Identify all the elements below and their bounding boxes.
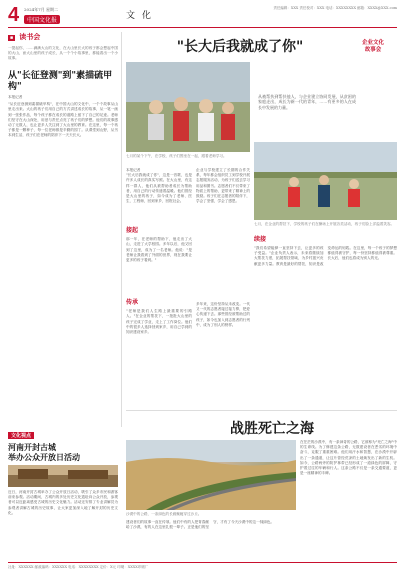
bottom-left-article: [8, 432, 118, 550]
desert-photo: [126, 440, 296, 510]
column-intro: 一提起你，……满满大山的文化，在大山里长大的孩子都会想起中国的大山，而大山里的孩子成长，从一个个小故事里，都能看出一个小故事。: [8, 46, 118, 61]
subhead-2: 传承: [126, 299, 139, 307]
badge-line-2: 故事会: [364, 47, 382, 53]
bottom-tag: [8, 432, 118, 439]
desert-body-2: 建设者们的故事一直在传颂。他们中有的人把青春献给了沙漠，有的人在这里扎根一辈子。正是他们的坚守，才有了今天沙漠中的这一抹绿色。: [126, 520, 275, 530]
bottom-body: 近日，河南开封古城举办了公众开放日活动，吸引了众多市民和游客前来参观。活动期间，古城内的多处历史文化遗址向公众开放，参观者可以近距离感受古城的历史文化魅力。活动还安排了专业讲解员为参观者讲解古城的历史故事，让大家更加深入地了解开封的历史文化。: [8, 490, 118, 515]
feature-body-3: "我们希望能够一直坚持下去，让更多的孩子受益。"企业负责人表示，未来将继续加大帮扶力度，拓展帮扶领域，为乡村振兴贡献更多力量。教育是最好的帮扶，知识是改变命运的钥匙。在这里，每一个孩子的梦想都值得被守护，每一份坚持都值得被尊重。长大后，他们也将成为别人的光。: [254, 246, 397, 266]
masthead-info: 责任编辑：XXX 责任校对：XXX 电话：XXXXXXXX 邮箱：XXXX@XXX.com: [273, 6, 397, 10]
desert-photo-caption: 沙漠中的公路，一条绿色的长廊蜿蜒穿过沙丘。: [126, 512, 202, 516]
desert-headline: 战胜死亡之海: [230, 421, 314, 437]
page-number: 4: [8, 4, 20, 26]
bottom-photo: [8, 465, 118, 487]
right-photo: [254, 142, 397, 220]
feature-byline: 本报记者: [126, 168, 141, 172]
tag-marker: ■: [10, 35, 14, 41]
right-photo-image: [254, 142, 397, 220]
masthead: [8, 4, 397, 26]
right-photo-caption: 七月，在企业的帮扶下，学校的孩子们在操场上开展各类活动，孩子们脸上洋溢着笑容。: [254, 222, 395, 226]
column-divider: [121, 32, 122, 427]
column-byline: 本报记者: [8, 95, 23, 99]
feature-body-1c: "老师是我们人生路上最重要的引路人。"在企业的帮扶下，一批批大山里的孩子完成了学业，走上了工作岗位。他们中的很多人选择回到家乡，用自己学到的知识建设家乡。: [126, 309, 192, 335]
column-tag-label: 读书会: [19, 32, 41, 41]
feature-body-2b: 多年来，这份坚持从未改变。一代又一代的志愿者接过接力棒，把爱心传递下去。那些曾经被帮助过的孩子，如今也加入到志愿者的行列中，成为了别人的榜样。: [196, 302, 250, 327]
column-headline: 从"长征登测"到"素描硫甲构": [8, 71, 113, 92]
feature-badge: [350, 40, 396, 54]
footer: 社址：XXXXXX 邮政编码：XXXXXX 电话：XXXXXXXX 定价：X元 印刷：XXXX印刷厂: [8, 562, 397, 571]
bottom-tag-label: 文化视点: [8, 432, 34, 439]
bottom-photo-image: [8, 465, 118, 487]
badge-line-1: 企业文化: [361, 40, 384, 46]
feature-intro: 从被帮扶到帮扶他人，与企业建立协同发展，从贫困的家庭走出，成长为新一代的青年，……有更多的人在成长中发展的力量。: [258, 94, 356, 110]
feature-col-1: [126, 168, 192, 379]
feature-body-1: "长大后我就成了你"，这是一首歌，也是许多人成长的真实写照。在大山里，有这样一群人，他们从被帮助者成长为帮助者，用自己的行动传递着温暖。他们曾经是大山里的孩子，如今成为了老师、医生、工程师，回到家乡，回报社会。: [126, 173, 192, 204]
subhead-3: 续接: [254, 236, 267, 243]
feature-photo-image: [126, 62, 250, 152]
desert-body: 在茫茫的沙漠中，有一条神奇的公路，它被称为"死亡之海"中的生命线。为了修建这条公路，无数建设者在恶劣的环境中奋斗，克服了重重困难。他们用汗水和智慧，在沙漠中开辟出了一条通道，让这片曾经荒凉的土地焕发出了新的生机。如今，公路两旁的防护林带已经形成了一道绿色的屏障，守护着过往的车辆和行人。这条公路不仅是一条交通要道，更是一座精神的丰碑。: [300, 440, 397, 476]
feature-photo: [126, 62, 250, 152]
header-rule: [8, 27, 397, 28]
feature-col-2: [196, 168, 250, 412]
feature-body-2: 企业与学校建立了长期的合作关系，每年都会组织员工到学校开展志愿服务活动，为孩子们送去学习用品和图书。志愿者们不仅带来了物质上的帮助，更带来了精神上的鼓励。孩子们在志愿者的陪伴下，学会了坚强，学会了感恩。: [196, 168, 250, 204]
bottom-headline: 河南开封古城 举办公众开放日活动: [8, 442, 80, 462]
feature-body-1b: 那一年，在老师的帮助下，他走出了大山，走进了大学校园。多年以后，他又回到了这里，成为了一名老师。他说："是老师让我看到了外面的世界，现在我要让更多的孩子看到。": [126, 237, 192, 263]
left-column: [8, 32, 118, 416]
section-title: 文 化: [126, 11, 153, 21]
column-body: "从长征登测到素描硫甲构"，在中国大山的文化中，一个个故事从山里走出来。大山的孩子们用自己的方式讲述成长的故事，从一笔一画到一张张作品，每个孩子都在成长的道路上留下了自己的足迹。老师们坚守在大山深处，用爱与责任点亮了孩子们的梦想。他们的故事感动了无数人，也让更多人关注到了大山里的教育。在这里，每一个孩子都是一颗种子，每一位老师都是辛勤的园丁。从课堂到山野，从书本到生活，孩子们在老师的陪伴下一天天长大。: [8, 102, 118, 138]
section-divider: [126, 410, 397, 411]
feature-photo-caption: 七月的某个下午，在学校，孩子们围坐在一起，跟着老师学习。: [126, 154, 227, 158]
subhead-1: 接起: [126, 227, 139, 235]
feature-headline: "长大后我就成了你": [176, 39, 304, 55]
publication-date: 2024年7月 星期二: [24, 7, 58, 12]
paper-name-badge: 中国文化报: [24, 15, 60, 24]
column-tag: [8, 32, 118, 42]
desert-photo-image: [126, 440, 296, 510]
feature-col-3: [254, 236, 397, 356]
